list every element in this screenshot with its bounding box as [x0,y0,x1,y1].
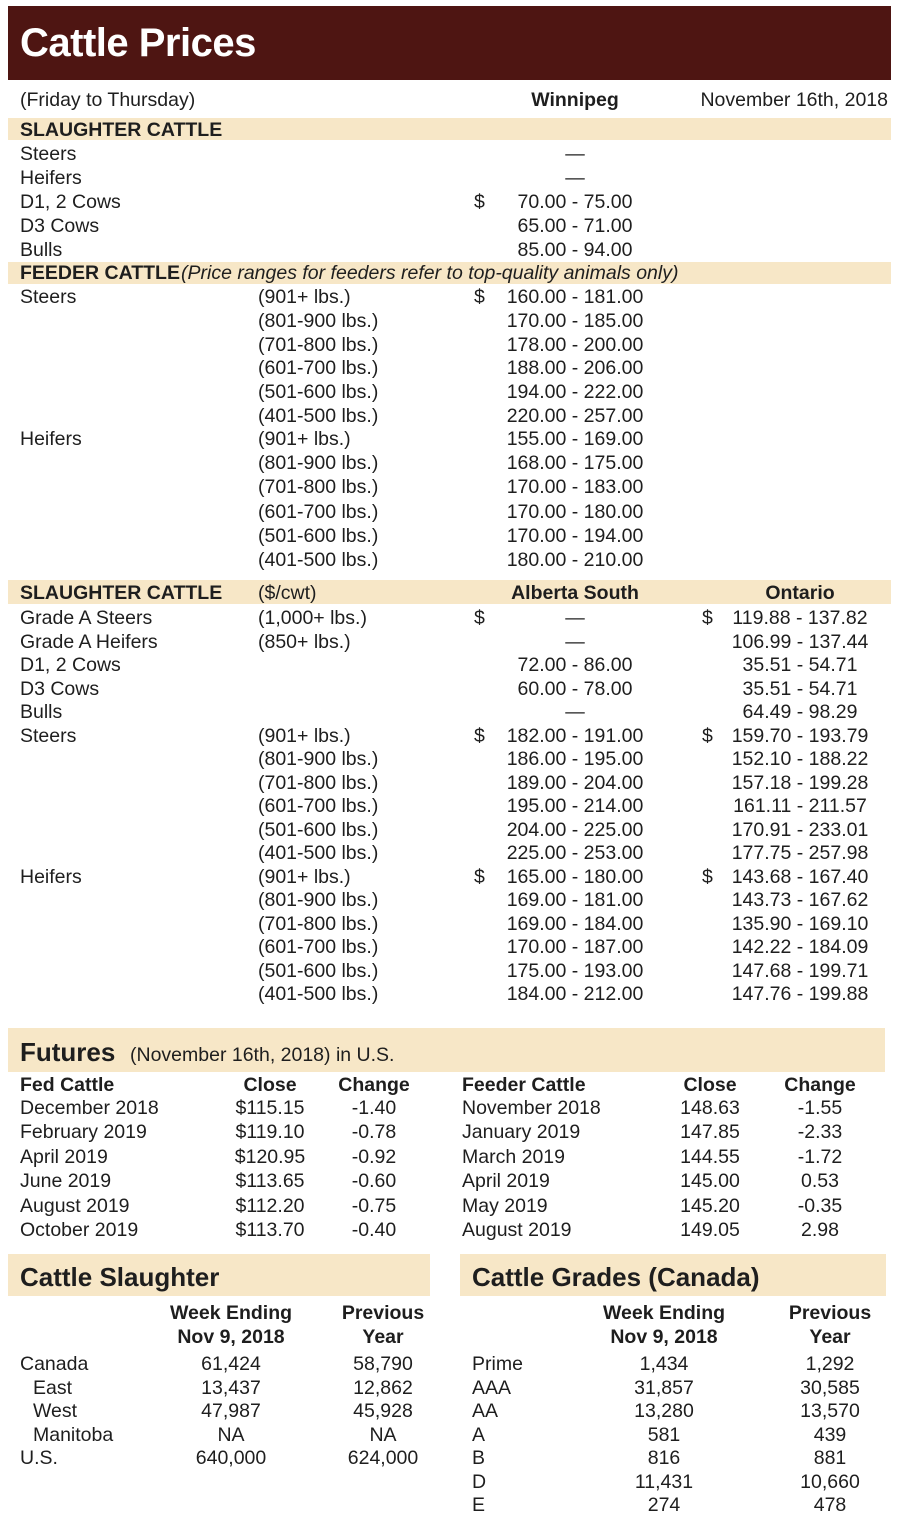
weight-class: (801-900 lbs.) [258,452,379,475]
price-change: -0.40 [351,1219,397,1241]
row-label: Steers [20,724,77,747]
price-change: -0.75 [351,1194,397,1217]
grade-label: AA [472,1400,499,1422]
price-range: 170.00 - 185.00 [506,309,644,332]
row-label: Steers [20,286,77,308]
price-range: — [565,630,585,653]
weight-class: (701-800 lbs.) [258,333,379,356]
price-range: 170.00 - 187.00 [506,936,644,958]
dollar-sign: $ [702,865,713,888]
price-range: — [565,607,585,629]
weight-class: (850+ lbs.) [258,630,351,653]
column-head: Fed Cattle [20,1074,115,1096]
price-range: 204.00 - 225.00 [506,818,644,841]
contract-month: April 2019 [20,1145,108,1168]
weight-class: (1,000+ lbs.) [258,607,367,629]
count-value: 47,987 [201,1400,261,1422]
weight-class: (501-600 lbs.) [258,524,379,547]
price-range: — [565,143,585,165]
close-price: $113.65 [235,1170,305,1193]
column-head: Year [362,1326,404,1348]
dollar-sign: $ [474,607,485,629]
weight-class: (501-600 lbs.) [258,818,379,841]
row-label: Grade A Heifers [20,630,158,653]
contract-month: January 2019 [462,1121,581,1144]
count-value: 624,000 [347,1447,419,1469]
price-change: -0.78 [351,1121,397,1144]
count-value: 13,437 [201,1376,261,1399]
count-value: 816 [647,1447,681,1469]
count-value: 1,292 [805,1353,855,1375]
contract-month: November 2018 [462,1097,601,1119]
price-range: 157.18 - 199.28 [731,771,869,794]
contract-month: May 2019 [462,1194,548,1217]
count-value: 58,790 [353,1353,413,1375]
count-value: 31,857 [634,1376,694,1399]
column-head: Previous [788,1302,872,1324]
price-range: 64.49 - 98.29 [742,701,858,723]
count-value: 45,928 [353,1400,413,1422]
count-value: 881 [813,1447,847,1469]
price-range: 143.68 - 167.40 [731,865,869,888]
row-label: Heifers [20,167,82,189]
region-label: West [33,1400,78,1422]
price-change: 0.53 [801,1170,839,1193]
count-value: NA [217,1423,245,1446]
contract-month: October 2019 [20,1219,139,1241]
section-note: (Price ranges for feeders refer to top-quality animals only) [181,262,679,284]
region-label: Manitoba [33,1423,114,1446]
contract-month: August 2019 [462,1219,572,1241]
period-label: (Friday to Thursday) [20,89,196,111]
row-label: Heifers [20,428,82,450]
column-head: Ontario [765,582,835,604]
close-price: $113.70 [235,1219,305,1241]
column-head: Nov 9, 2018 [610,1326,718,1348]
price-range: 170.00 - 183.00 [506,476,644,499]
count-value: 274 [647,1494,681,1516]
slaughter-title: Cattle Slaughter [20,1262,220,1292]
count-value: 640,000 [195,1447,267,1469]
column-head: Close [243,1074,297,1096]
weight-class: (901+ lbs.) [258,286,351,308]
price-range: 188.00 - 206.00 [506,357,644,380]
weight-class: (501-600 lbs.) [258,959,379,982]
price-range: 152.10 - 188.22 [731,748,869,770]
contract-month: December 2018 [20,1097,159,1119]
close-price: 144.55 [680,1145,740,1168]
price-change: 2.98 [801,1219,839,1241]
price-range: 182.00 - 191.00 [506,724,644,747]
price-range: 35.51 - 54.71 [742,654,858,676]
count-value: 12,862 [353,1376,413,1399]
count-value: 13,280 [634,1400,694,1422]
price-range: 147.76 - 199.88 [731,983,869,1005]
weight-class: (601-700 lbs.) [258,357,379,380]
weight-class: (801-900 lbs.) [258,889,379,911]
price-range: 85.00 - 94.00 [517,239,633,261]
column-head: Change [784,1074,856,1096]
weight-class: (401-500 lbs.) [258,549,379,571]
weight-class: (701-800 lbs.) [258,476,379,499]
column-head: Alberta South [511,582,639,604]
count-value: 10,660 [800,1470,860,1493]
section-title: FEEDER CATTLE [20,262,180,284]
price-range: — [565,701,585,723]
price-range: 70.00 - 75.00 [517,191,633,213]
grade-label: E [472,1494,486,1516]
price-range: 147.68 - 199.71 [731,959,869,982]
dollar-sign: $ [474,286,485,308]
weight-class: (901+ lbs.) [258,865,351,888]
price-change: -1.40 [351,1097,397,1119]
row-label: Bulls [20,701,63,723]
count-value: NA [369,1423,397,1446]
price-range: 160.00 - 181.00 [506,286,644,308]
price-range: 178.00 - 200.00 [506,333,644,356]
price-range: 177.75 - 257.98 [731,842,869,864]
price-change: -0.60 [351,1170,397,1193]
row-label: D1, 2 Cows [20,191,121,213]
weight-class: (601-700 lbs.) [258,936,379,958]
dollar-sign: $ [702,607,713,629]
unit-label: ($/cwt) [258,582,317,604]
page-title: Cattle Prices [20,21,256,65]
price-range: 161.11 - 211.57 [733,795,867,817]
column-head: Change [338,1074,410,1096]
dollar-sign: $ [474,865,485,888]
count-value: 581 [647,1423,681,1446]
row-label: Grade A Steers [20,607,153,629]
futures-title: Futures [20,1037,116,1067]
row-label: Heifers [20,865,82,888]
grades-title: Cattle Grades (Canada) [472,1262,760,1292]
weight-class: (601-700 lbs.) [258,795,379,817]
price-range: 170.91 - 233.01 [731,818,869,841]
price-range: 170.00 - 180.00 [506,500,644,523]
price-change: -1.72 [797,1145,843,1168]
column-head: Close [683,1074,737,1096]
price-range: 225.00 - 253.00 [506,842,644,864]
price-range: 60.00 - 78.00 [517,677,633,700]
market-label: Winnipeg [531,89,619,111]
close-price: 145.20 [680,1194,740,1217]
close-price: 147.85 [680,1121,740,1144]
price-range: 119.88 - 137.82 [732,607,868,629]
weight-class: (401-500 lbs.) [258,842,379,864]
grade-label: D [472,1470,487,1493]
price-range: 186.00 - 195.00 [506,748,644,770]
price-range: 142.22 - 184.09 [731,936,869,958]
row-label: D3 Cows [20,677,100,700]
price-change: -0.35 [797,1194,843,1217]
price-change: -2.33 [797,1121,843,1144]
price-range: 159.70 - 193.79 [731,724,869,747]
price-range: 65.00 - 71.00 [517,215,633,237]
close-price: 148.63 [680,1097,740,1119]
grade-label: AAA [472,1376,512,1399]
price-range: 168.00 - 175.00 [506,452,644,475]
count-value: 478 [813,1494,847,1516]
price-range: 72.00 - 86.00 [517,654,633,676]
row-label: Steers [20,143,77,165]
futures-subtitle: (November 16th, 2018) in U.S. [130,1044,395,1066]
count-value: 13,570 [800,1400,860,1422]
count-value: 61,424 [201,1353,261,1375]
column-head: Year [809,1326,851,1348]
row-label: D3 Cows [20,215,100,237]
price-range: 194.00 - 222.00 [506,381,644,404]
contract-month: June 2019 [20,1170,112,1193]
dollar-sign: $ [702,724,713,747]
dollar-sign: $ [474,724,485,747]
price-range: 169.00 - 184.00 [506,912,644,935]
price-range: — [565,167,585,189]
price-range: 189.00 - 204.00 [506,771,644,794]
row-label: Bulls [20,239,63,261]
dollar-sign: $ [474,191,485,213]
column-head: Previous [341,1302,425,1324]
weight-class: (901+ lbs.) [258,724,351,747]
column-head: Week Ending [169,1302,293,1324]
contract-month: August 2019 [20,1194,130,1217]
price-range: 135.90 - 169.10 [731,912,869,935]
region-label: Canada [20,1353,89,1375]
price-range: 195.00 - 214.00 [506,795,644,817]
price-range: 220.00 - 257.00 [506,405,644,427]
price-range: 169.00 - 181.00 [506,889,644,911]
weight-class: (701-800 lbs.) [258,912,379,935]
section-title: SLAUGHTER CATTLE [20,582,223,604]
count-value: 1,434 [639,1353,689,1375]
price-range: 170.00 - 194.00 [506,524,644,547]
region-label: U.S. [20,1447,58,1469]
region-label: East [33,1376,73,1399]
contract-month: March 2019 [462,1145,565,1168]
price-range: 165.00 - 180.00 [506,865,644,888]
weight-class: (801-900 lbs.) [258,309,379,332]
grade-label: A [472,1423,486,1446]
price-change: -0.92 [351,1145,397,1168]
close-price: $119.10 [235,1121,305,1144]
weight-class: (901+ lbs.) [258,428,351,450]
column-head: Feeder Cattle [462,1074,586,1096]
close-price: 145.00 [680,1170,740,1193]
grade-label: B [472,1447,486,1469]
close-price: 149.05 [680,1219,740,1241]
weight-class: (801-900 lbs.) [258,748,379,770]
weight-class: (401-500 lbs.) [258,405,379,427]
price-change: -1.55 [797,1097,843,1119]
weight-class: (601-700 lbs.) [258,500,379,523]
price-range: 143.73 - 167.62 [731,889,869,911]
report-date: November 16th, 2018 [700,89,888,111]
weight-class: (401-500 lbs.) [258,983,379,1005]
price-range: 184.00 - 212.00 [506,983,644,1005]
count-value: 11,431 [634,1470,694,1493]
row-label: D1, 2 Cows [20,654,121,676]
contract-month: April 2019 [462,1170,550,1193]
grade-label: Prime [472,1353,523,1375]
weight-class: (701-800 lbs.) [258,771,379,794]
column-head: Week Ending [602,1302,726,1324]
price-range: 35.51 - 54.71 [742,677,858,700]
section-title: SLAUGHTER CATTLE [20,119,223,141]
close-price: $115.15 [235,1097,305,1119]
title-banner [8,6,891,80]
price-range: 106.99 - 137.44 [731,630,869,653]
close-price: $112.20 [235,1194,305,1217]
weight-class: (501-600 lbs.) [258,381,379,404]
count-value: 30,585 [800,1376,860,1399]
price-range: 175.00 - 193.00 [506,959,644,982]
price-range: 155.00 - 169.00 [506,428,644,450]
price-range: 180.00 - 210.00 [506,549,644,571]
column-head: Nov 9, 2018 [177,1326,285,1348]
close-price: $120.95 [234,1145,306,1168]
count-value: 439 [813,1423,847,1446]
contract-month: February 2019 [20,1121,147,1144]
